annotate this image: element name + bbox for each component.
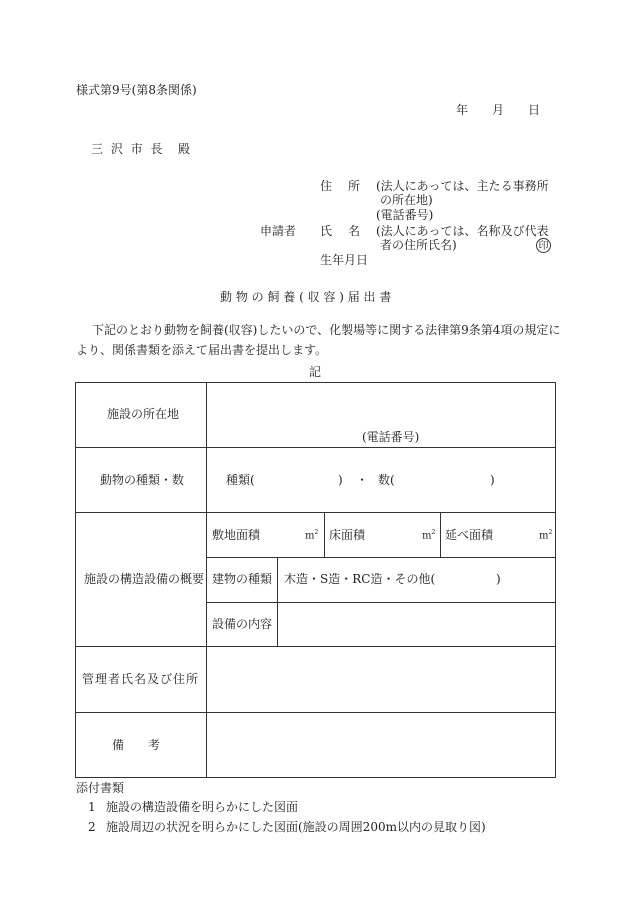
attachment-text: 施設の構造設備を明らかにした図面 [106, 800, 299, 814]
recipient: 三 沢 市 長 [91, 142, 165, 156]
building-type-close: ) [496, 572, 501, 586]
name-label: 氏 名 [320, 224, 363, 238]
animal-kind-open: 種類( [226, 473, 255, 487]
seal-mark: 印 [536, 238, 551, 253]
address-label: 住 所 [320, 179, 363, 193]
row-divider [75, 512, 556, 513]
floor-area-unit: $m^2$ [422, 529, 436, 542]
building-type-label: 建物の種類 [212, 572, 273, 586]
floor-area-label: 床面積 [329, 528, 366, 542]
row-divider [75, 712, 556, 713]
sub-col-divider [440, 512, 441, 557]
attachment-number: 1 [88, 800, 96, 814]
row-divider [75, 447, 556, 448]
name-note-line1: (法人にあっては、名称及び代表 [376, 224, 549, 238]
sub-col-divider [324, 512, 325, 557]
form-number: 様式第9号(第8条関係) [76, 83, 197, 97]
attachment-text: 施設周辺の状況を明らかにした図面(施設の周囲200m以内の見取り図) [106, 820, 486, 834]
date-year: 年 [456, 103, 469, 117]
applicant-label: 申請者 [260, 224, 297, 238]
animal-count-close: ) [490, 473, 495, 487]
table-divider [206, 382, 207, 778]
total-area-label: 延べ面積 [445, 528, 494, 542]
birthdate-label: 生年月日 [320, 253, 369, 267]
document-title: 動 物 の 飼 養 ( 収 容 ) 届 出 書 [220, 290, 392, 304]
sub-row-divider [206, 602, 556, 603]
row-divider [75, 646, 556, 647]
facility-phone-note: (電話番号) [362, 430, 420, 444]
body-text-line2: より、関係書類を添えて届出書を提出します。 [76, 343, 328, 357]
address-note-line1: (法人にあっては、主たる事務所 [376, 179, 549, 193]
attachment-number: 2 [88, 820, 96, 834]
name-note-line2: 者の住所氏名) [380, 238, 457, 252]
sub-col-divider [277, 557, 278, 646]
ki-label: 記 [309, 365, 322, 379]
animal-count-open: 数( [378, 473, 395, 487]
remarks-label: 備 考 [112, 738, 161, 752]
animal-kind-close: ) [338, 473, 343, 487]
building-type-options: 木造・S造・RC造・その他( [284, 572, 436, 586]
sub-row-divider [206, 557, 556, 558]
total-area-unit: $m^2$ [539, 529, 553, 542]
recipient-honorific: 殿 [178, 142, 191, 156]
body-text-line1: 下記のとおり動物を飼養(収容)したいので、化製場等に関する法律第9条第4項の規定に [92, 323, 561, 337]
address-note-line2: の所在地) [380, 193, 433, 207]
animal-kind-count-label: 動物の種類・数 [100, 473, 185, 487]
facility-structure-label: 施設の構造設備の概要 [84, 572, 205, 586]
phone-note: (電話番号) [376, 208, 434, 222]
equipment-label: 設備の内容 [212, 617, 273, 631]
attachments-heading: 添付書類 [76, 781, 125, 795]
separator-dot: ・ [356, 473, 369, 487]
date-day: 日 [528, 103, 541, 117]
manager-name-address-label: 管理者氏名及び住所 [82, 672, 200, 686]
site-area-label: 敷地面積 [212, 528, 261, 542]
date-month: 月 [492, 103, 505, 117]
site-area-unit: $m^2$ [305, 529, 319, 542]
facility-location-label: 施設の所在地 [107, 407, 180, 421]
